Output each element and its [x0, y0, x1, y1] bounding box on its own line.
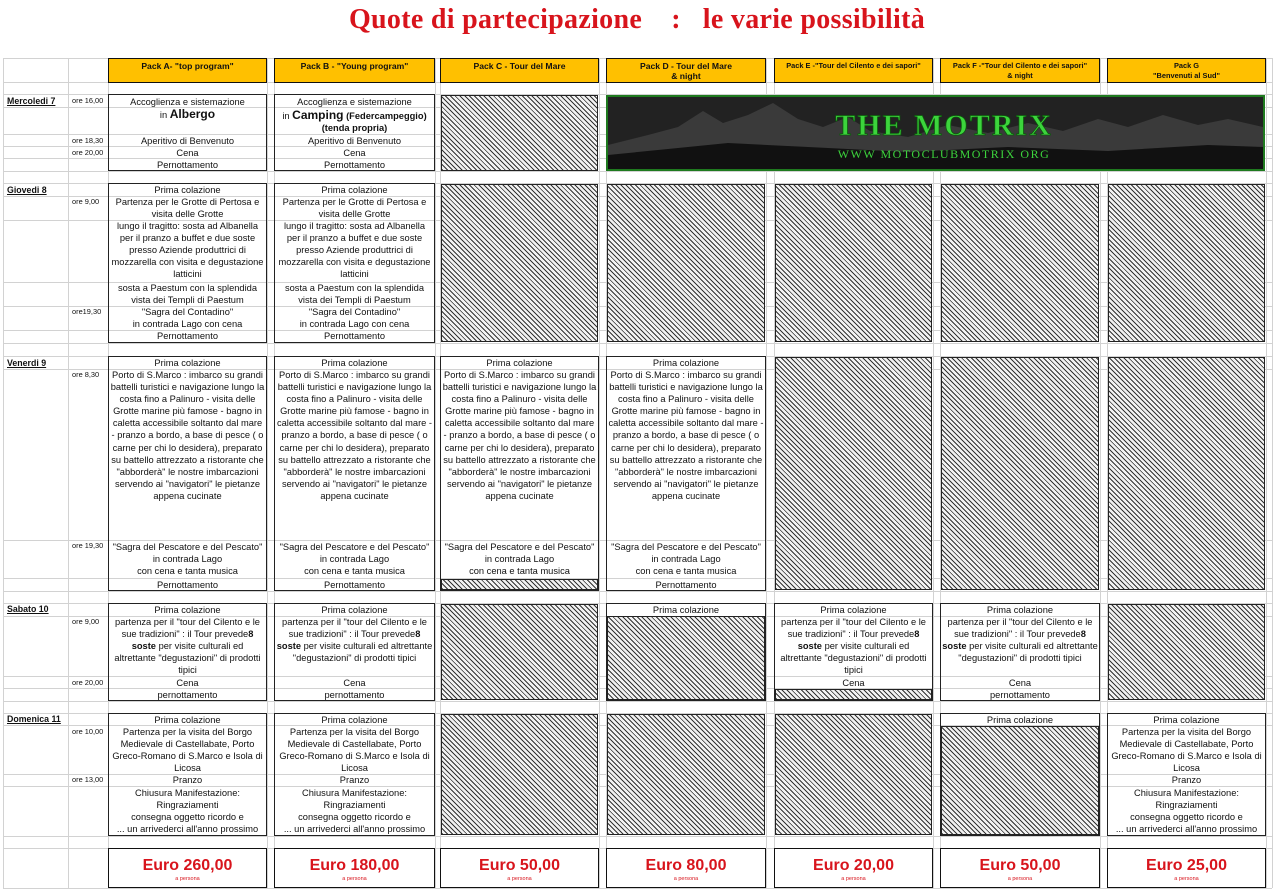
price-box-g	[1107, 848, 1266, 888]
unavailable-hatch	[1108, 604, 1265, 700]
unavailable-hatch	[441, 579, 598, 590]
activity-cell	[940, 616, 1100, 676]
activity-cell: Cena	[1008, 678, 1032, 688]
day-label: Venerdi 9	[7, 358, 47, 368]
logo-title: THE MOTRIX	[835, 109, 1053, 142]
unavailable-hatch	[607, 184, 765, 342]
activity-cell: Prima colazione	[986, 715, 1054, 725]
time-label: ore 19,30	[72, 541, 104, 550]
price-note: a persona	[673, 876, 699, 882]
unavailable-hatch	[775, 714, 932, 835]
grid-hline	[3, 836, 1272, 837]
activity-text: 8 soste	[131, 629, 254, 652]
grid-vline	[1272, 58, 1273, 888]
activity-cell: Prima colazione	[321, 605, 388, 615]
activity-text: partenza per il "tour del Cilento e le sue tradizioni" : il Tour prevede	[781, 617, 926, 640]
activity-text: in contrada Lago	[651, 554, 721, 565]
price-note: a persona	[1174, 876, 1199, 882]
activity-cell: Prima colazione	[652, 358, 720, 368]
activity-cell: Partenza per le Grotte di Pertosa e visita delle Grotte	[282, 197, 427, 220]
activity-text: partenza per il "tour del Cilento e le sue tradizioni" : il Tour prevede	[947, 617, 1093, 640]
activity-cell: pernottamento	[157, 690, 218, 700]
activity-cell: Prima colazione	[154, 605, 221, 615]
activity-cell: Cena	[343, 148, 366, 158]
activity-text: 8 soste	[276, 629, 421, 652]
day-label: Mercoledi 7	[7, 96, 56, 106]
activity-cell: Prima colazione	[154, 715, 221, 725]
activity-cell: Cena	[176, 148, 199, 158]
unavailable-hatch	[775, 689, 932, 700]
grid-hline	[3, 343, 1272, 344]
activity-cell: Aperitivo di Benvenuto	[307, 136, 402, 146]
activity-cell: Pernottamento	[324, 331, 385, 341]
price-amount: Euro 20,00	[813, 857, 894, 874]
activity-cell: Prima colazione	[652, 605, 720, 615]
activity-cell: Pranzo	[339, 775, 370, 785]
activity-text: consegna oggetto ricordo e	[1130, 812, 1243, 823]
unavailable-hatch	[607, 616, 765, 700]
pack-header-line1: Pack E -"Tour del Cilento e dei sapori"	[786, 61, 921, 70]
price-note: a persona	[1007, 876, 1033, 882]
time-label: ore 20,00	[72, 148, 104, 157]
day-label: Sabato 10	[7, 604, 49, 614]
activity-text: con cena e tanta musica	[137, 566, 238, 577]
activity-cell	[108, 540, 267, 578]
activity-cell: Cena	[176, 678, 199, 688]
price-box-e	[774, 848, 933, 888]
activity-text: ... un arrivederci all'anno prossimo	[283, 824, 426, 835]
grid-hline	[3, 591, 1272, 592]
activity-text: 8 soste	[797, 629, 920, 652]
pack-header-f	[940, 58, 1100, 83]
unavailable-hatch	[775, 357, 932, 590]
activity-cell: Pranzo	[172, 775, 203, 785]
pack-header-line1: Pack D - Tour del Mare	[639, 61, 732, 71]
activity-text: ... un arrivederci all'anno prossimo	[1115, 824, 1258, 835]
pack-header-line1: Pack B - "Young program"	[300, 61, 409, 71]
pack-header-g	[1107, 58, 1266, 83]
pack-header-line2: & night	[1007, 70, 1033, 80]
time-label: ore 10,00	[72, 727, 104, 736]
price-amount: Euro 180,00	[309, 857, 400, 874]
activity-cell: lungo il tragitto: sosta ad Albanella per il pranzo a buffet e due soste presso Aziende produttrici di mozzarella con visita e degustazione latticini	[111, 221, 264, 280]
price-box-d	[606, 848, 766, 888]
price-note: a persona	[507, 876, 532, 882]
activity-cell	[274, 786, 435, 835]
price-box-c	[440, 848, 599, 888]
pack-header-e	[774, 58, 933, 83]
activity-cell: Prima colazione	[820, 605, 887, 615]
activity-text: in contrada Lago	[484, 554, 555, 565]
activity-cell: lungo il tragitto: sosta ad Albanella per il pranzo a buffet e due soste presso Aziende produttrici di mozzarella con visita e degustazione latticini	[278, 221, 431, 280]
activity-cell: Pernottamento	[157, 160, 218, 170]
time-label: ore 20,00	[72, 678, 104, 687]
activity-text: "Sagra del Pescatore e del Pescato"	[279, 542, 430, 552]
activity-text: con cena e tanta musica	[469, 566, 570, 577]
activity-cell: Pernottamento	[324, 580, 385, 590]
activity-text: "Sagra del Pescatore e del Pescato"	[444, 542, 595, 552]
activity-cell: Prima colazione	[486, 358, 553, 368]
time-label: ore 9,00	[72, 197, 100, 206]
activity-text: "Sagra del Pescatore e del Pescato"	[611, 542, 761, 552]
activity-cell: Pernottamento	[157, 580, 218, 590]
activity-text: Accoglienza e sistemazione	[130, 97, 245, 107]
logo-url: WWW MOTOCLUBMOTRIX ORG	[837, 147, 1051, 161]
day-label: Giovedi 8	[7, 185, 47, 195]
activity-text: "Sagra del Contadino"	[308, 307, 401, 317]
pack-header-line2: & night	[671, 71, 701, 81]
activity-cell: Prima colazione	[986, 605, 1054, 615]
activity-cell: Partenza per la visita del Borgo Medievale di Castellabate, Porto Greco-Romano di S.Marco e Isola di Licosa	[112, 727, 263, 774]
activity-cell: Pernottamento	[324, 160, 385, 170]
unavailable-hatch	[441, 714, 598, 835]
grid-hline	[3, 171, 1272, 172]
activity-cell: Prima colazione	[154, 185, 221, 195]
unavailable-hatch	[941, 357, 1099, 590]
activity-text: con cena e tanta musica	[304, 566, 405, 577]
unavailable-hatch	[775, 184, 932, 342]
pack-header-d	[606, 58, 766, 83]
price-note: a persona	[342, 876, 367, 882]
activity-text: consegna oggetto ricordo e	[131, 812, 244, 823]
pack-header-line1: Pack F -"Tour del Cilento e dei sapori"	[952, 61, 1088, 70]
price-amount: Euro 50,00	[979, 857, 1061, 874]
activity-cell	[274, 540, 435, 578]
activity-text: "Sagra del Contadino"	[141, 307, 234, 317]
activity-cell: pernottamento	[324, 690, 385, 700]
activity-text: in contrada Lago	[319, 554, 390, 565]
activity-cell: Porto di S.Marco : imbarco su grandi battelli turistici e navigazione lungo la costa fino a Palinuro - visita delle Grotte marine più famose - bagno in caletta accessibile soltanto dal mare - pranzo a bordo, a base di pesce ( o carne per chi lo desidera), preparato su battello attrezzato a ristorante che "abborderà" le nostre imbarcazioni servendo ai "navigatori" le pietanze appena cucinate	[608, 370, 764, 501]
activity-cell	[774, 616, 933, 676]
activity-cell: Prima colazione	[1153, 715, 1220, 725]
activity-cell: Prima colazione	[321, 715, 388, 725]
activity-cell: Porto di S.Marco : imbarco su grandi battelli turistici e navigazione lungo la costa fino a Palinuro - visita delle Grotte marine più famose - bagno in caletta accessibile soltanto dal mare - pranzo a bordo, a base di pesce ( o carne per chi lo desidera), preparato su battello attrezzato a ristorante che "abborderà" le nostre imbarcazioni servendo ai "navigatori" le pietanze appena cucinate	[442, 370, 597, 501]
activity-cell: Prima colazione	[321, 185, 388, 195]
price-box-f	[940, 848, 1100, 888]
activity-text: Camping	[292, 107, 344, 122]
pack-header-line1: Pack C - Tour del Mare	[473, 61, 566, 71]
activity-text: per visite culturali ed altrettante "degustazioni" di prodotti tipici	[292, 641, 433, 664]
pack-header-line1: Pack A- "top program"	[141, 61, 234, 71]
activity-text: "Sagra del Pescatore e del Pescato"	[112, 542, 263, 552]
time-label: ore 18,30	[72, 136, 104, 145]
activity-cell: Partenza per la visita del Borgo Medievale di Castellabate, Porto Greco-Romano di S.Marco e Isola di Licosa	[279, 727, 430, 774]
activity-text: per visite culturali ed altrettante "degustazioni" di prodotti tipici	[958, 641, 1098, 664]
unavailable-hatch	[441, 604, 598, 700]
activity-cell: Porto di S.Marco : imbarco su grandi battelli turistici e navigazione lungo la costa fino a Palinuro - visita delle Grotte marine più famose - bagno in caletta accessibile soltanto dal mare - pranzo a bordo, a base di pesce ( o carne per chi lo desidera), preparato su battello attrezzato a ristorante che "abborderà" le nostre imbarcazioni servendo ai "navigatori" le pietanze appena cucinate	[276, 370, 433, 501]
activity-text: Chiusura Manifestazione:	[1134, 788, 1239, 798]
activity-text: Chiusura Manifestazione:	[135, 788, 240, 798]
activity-cell	[1107, 786, 1266, 835]
unavailable-hatch	[1108, 357, 1265, 590]
motrix-logo	[606, 95, 1265, 171]
activity-cell	[108, 95, 267, 135]
activity-cell: Aperitivo di Benvenuto	[140, 136, 235, 146]
activity-text: ... un arrivederci all'anno prossimo	[116, 824, 259, 835]
time-label: ore 13,00	[72, 775, 104, 784]
pack-header-b	[274, 58, 435, 83]
activity-text: in contrada Lago con cena	[132, 319, 243, 330]
unavailable-hatch	[441, 95, 598, 171]
activity-text: in	[159, 110, 170, 121]
activity-cell: Partenza per le Grotte di Pertosa e visita delle Grotte	[115, 197, 260, 220]
price-amount: Euro 25,00	[1146, 857, 1227, 874]
pack-header-c	[440, 58, 599, 83]
activity-cell: Pernottamento	[157, 331, 218, 341]
time-label: ore 8,30	[72, 370, 100, 379]
activity-cell: Pranzo	[1171, 775, 1202, 785]
price-amount: Euro 260,00	[142, 857, 233, 874]
activity-text: in contrada Lago	[152, 554, 223, 565]
activity-cell	[274, 95, 435, 135]
price-amount: Euro 50,00	[479, 857, 560, 874]
activity-text: per visite culturali ed altrettante "degustazioni" di prodotti tipici	[114, 641, 261, 676]
time-label: ore19,30	[72, 307, 102, 316]
price-box-a	[108, 848, 267, 888]
activity-cell	[274, 616, 435, 676]
activity-text: Ringraziamenti	[323, 800, 386, 811]
activity-text: in	[282, 110, 293, 121]
pack-header-line1: Pack G	[1173, 61, 1200, 70]
time-label: ore 9,00	[72, 617, 100, 626]
activity-cell	[440, 540, 599, 578]
price-box-b	[274, 848, 435, 888]
activity-text: 8 soste	[942, 629, 1086, 652]
unavailable-hatch	[941, 184, 1099, 342]
pack-header-line2: "Benvenuti al Sud"	[1153, 70, 1220, 80]
activity-cell	[108, 616, 267, 676]
activity-text: Ringraziamenti	[156, 800, 219, 811]
activity-cell	[274, 306, 435, 330]
time-label: ore 16,00	[72, 96, 104, 105]
activity-cell: Prima colazione	[154, 358, 221, 368]
activity-text: Ringraziamenti	[1155, 800, 1218, 811]
activity-cell: Pernottamento	[655, 580, 717, 590]
activity-text: partenza per il "tour del Cilento e le sue tradizioni" : il Tour prevede	[282, 617, 427, 640]
activity-text: partenza per il "tour del Cilento e le sue tradizioni" : il Tour prevede	[115, 617, 260, 640]
activity-text: Chiusura Manifestazione:	[302, 788, 407, 798]
activity-cell: pernottamento	[990, 690, 1050, 700]
activity-cell	[108, 786, 267, 835]
activity-text: in contrada Lago con cena	[299, 319, 410, 330]
activity-cell: sosta a Paestum con la splendida vista dei Templi di Paestum	[284, 283, 425, 306]
price-note: a persona	[841, 876, 866, 882]
grid-hline	[3, 701, 1272, 702]
grid-hline	[3, 888, 1272, 889]
activity-text: (Federcampeggio)	[343, 110, 427, 121]
activity-cell: Cena	[842, 678, 865, 688]
activity-cell: Cena	[343, 678, 366, 688]
price-note: a persona	[175, 876, 200, 882]
activity-text: Albergo	[169, 107, 216, 122]
activity-text: consegna oggetto ricordo e	[298, 812, 411, 823]
activity-cell: sosta a Paestum con la splendida vista dei Templi di Paestum	[117, 283, 258, 306]
unavailable-hatch	[941, 726, 1099, 835]
activity-text: Accoglienza e sistemazione	[297, 97, 412, 107]
activity-text: per visite culturali ed altrettante "degustazioni" di prodotti tipici	[780, 641, 927, 676]
activity-cell	[606, 540, 766, 578]
activity-cell: Porto di S.Marco : imbarco su grandi battelli turistici e navigazione lungo la costa fino a Palinuro - visita delle Grotte marine più famose - bagno in caletta accessibile soltanto dal mare - pranzo a bordo, a base di pesce ( o carne per chi lo desidera), preparato su battello attrezzato a ristorante che "abborderà" le nostre imbarcazioni servendo ai "navigatori" le pietanze appena cucinate	[110, 370, 265, 501]
unavailable-hatch	[441, 184, 598, 342]
activity-text: con cena e tanta musica	[635, 566, 737, 577]
page-title: Quote di partecipazione : le varie possibilità	[348, 4, 926, 35]
activity-cell: Partenza per la visita del Borgo Medievale di Castellabate, Porto Greco-Romano di S.Marco e Isola di Licosa	[1111, 727, 1262, 774]
activity-text: (tenda propria)	[321, 123, 388, 133]
day-label: Domenica 11	[7, 714, 61, 724]
unavailable-hatch	[1108, 184, 1265, 342]
activity-cell	[108, 306, 267, 330]
price-amount: Euro 80,00	[645, 857, 727, 874]
activity-cell: Prima colazione	[321, 358, 388, 368]
pack-header-a	[108, 58, 267, 83]
unavailable-hatch	[607, 714, 765, 835]
